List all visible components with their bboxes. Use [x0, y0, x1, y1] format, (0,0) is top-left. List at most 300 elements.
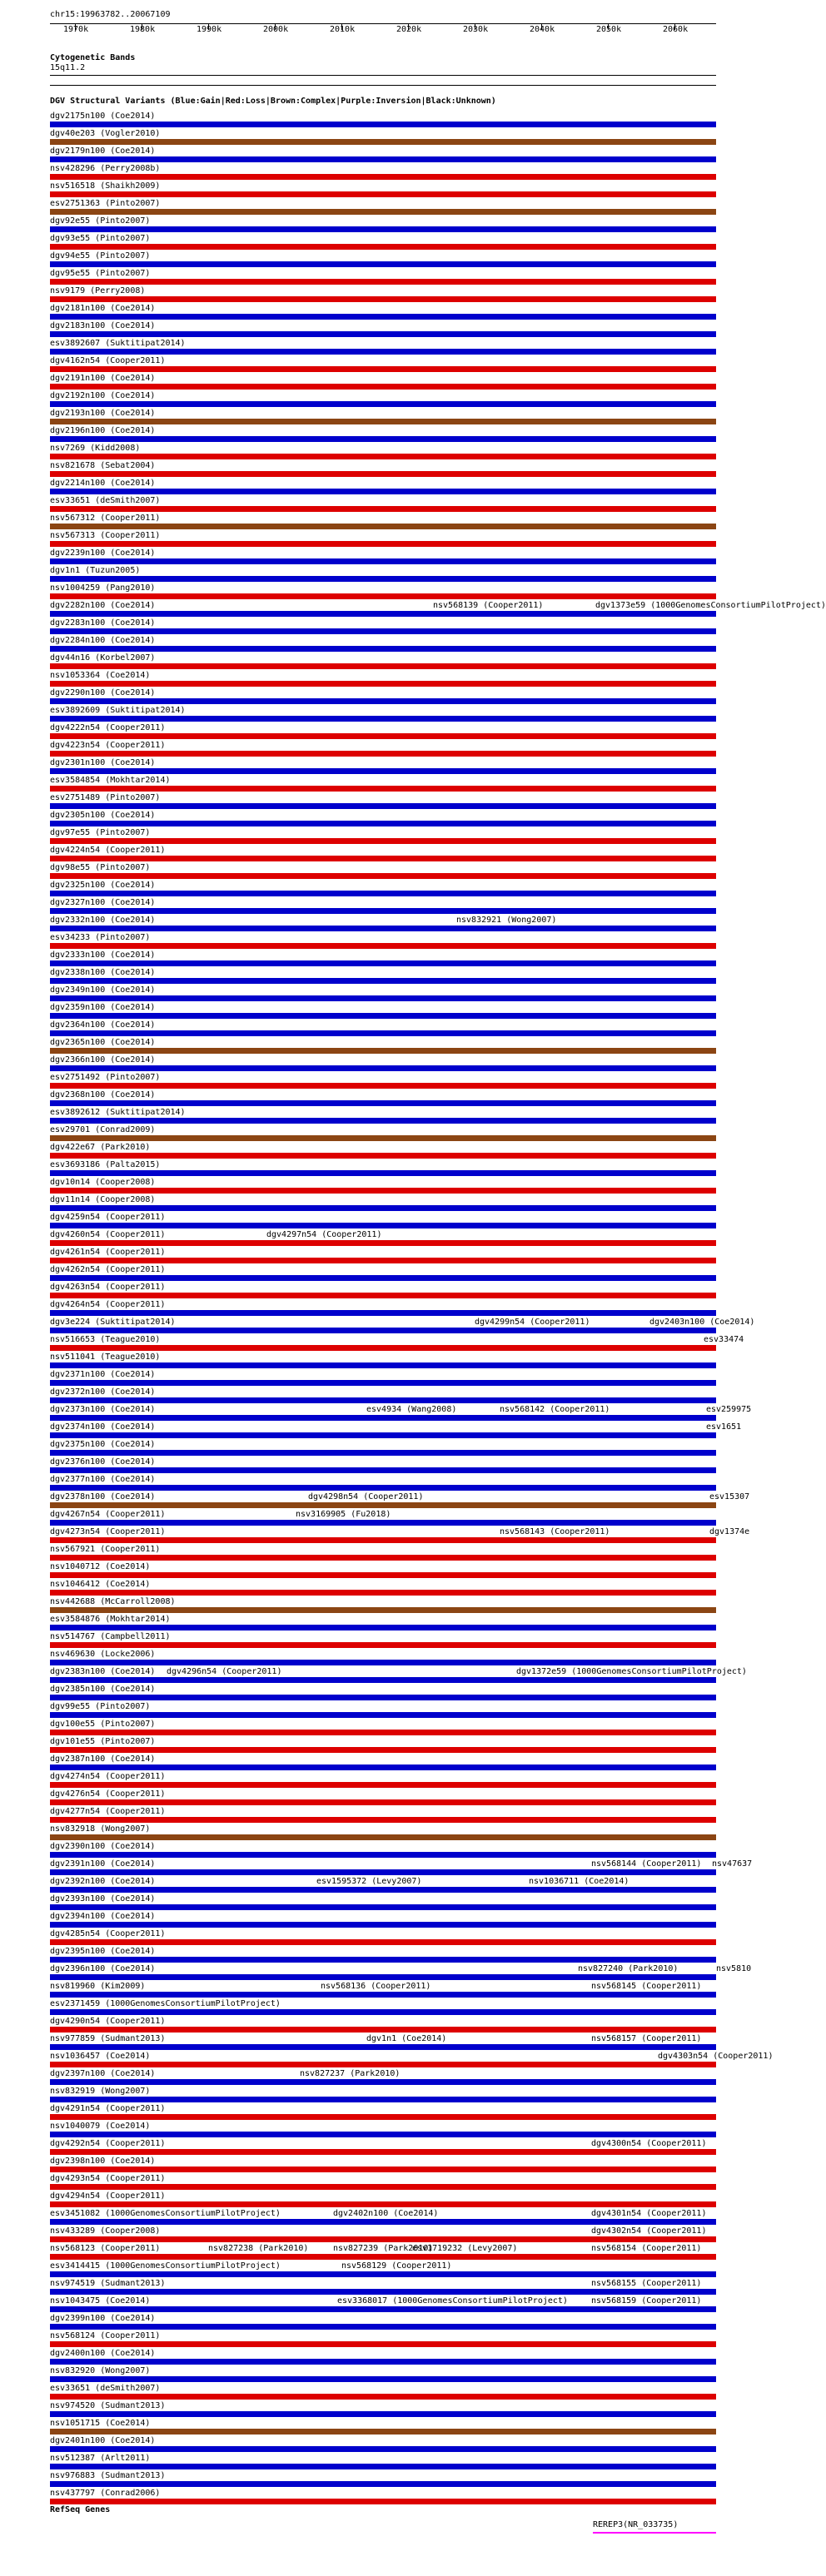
variant-bar[interactable] — [50, 2097, 716, 2102]
variant-bar[interactable] — [50, 786, 716, 792]
variant-label[interactable]: nsv469630 (Locke2006) — [50, 1650, 156, 1659]
variant-label[interactable]: dgv2378n100 (Coe2014) — [50, 1492, 156, 1501]
variant-label[interactable]: dgv2301n100 (Coe2014) — [50, 758, 156, 767]
variant-label[interactable]: dgv2387n100 (Coe2014) — [50, 1755, 156, 1764]
variant-label[interactable]: esv33651 (deSmith2007) — [50, 496, 161, 505]
variant-bar[interactable] — [50, 261, 716, 267]
variant-bar[interactable] — [50, 1345, 716, 1351]
variant-extra-label[interactable]: esv1595372 (Levy2007) — [316, 1877, 422, 1886]
variant-label[interactable]: dgv2239n100 (Coe2014) — [50, 548, 156, 558]
variant-label[interactable]: nsv821678 (Sebat2004) — [50, 461, 156, 470]
variant-label[interactable]: dgv2366n100 (Coe2014) — [50, 1055, 156, 1065]
variant-bar[interactable] — [50, 2376, 716, 2382]
variant-bar[interactable] — [50, 2184, 716, 2190]
variant-label[interactable]: nsv1043475 (Coe2014) — [50, 2296, 151, 2305]
variant-label[interactable]: dgv2371n100 (Coe2014) — [50, 1370, 156, 1379]
variant-bar[interactable] — [50, 436, 716, 442]
variant-bar[interactable] — [50, 908, 716, 914]
variant-label[interactable]: nsv516653 (Teague2010) — [50, 1335, 161, 1344]
variant-extra-label[interactable]: nsv568142 (Cooper2011) — [500, 1405, 610, 1414]
variant-bar[interactable] — [50, 419, 716, 424]
variant-bar[interactable] — [50, 2324, 716, 2330]
variant-label[interactable]: dgv2214n100 (Coe2014) — [50, 479, 156, 488]
variant-label[interactable]: dgv2364n100 (Coe2014) — [50, 1020, 156, 1030]
variant-label[interactable]: dgv4292n54 (Cooper2011) — [50, 2139, 166, 2148]
variant-bar[interactable] — [50, 1922, 716, 1928]
variant-bar[interactable] — [50, 401, 716, 407]
variant-bar[interactable] — [50, 1817, 716, 1823]
variant-label[interactable]: dgv2183n100 (Coe2014) — [50, 321, 156, 330]
variant-bar[interactable] — [50, 856, 716, 861]
variant-bar[interactable] — [50, 1730, 716, 1735]
variant-bar[interactable] — [50, 2236, 716, 2242]
variant-bar[interactable] — [50, 279, 716, 285]
variant-bar[interactable] — [50, 244, 716, 250]
variant-bar[interactable] — [50, 349, 716, 355]
variant-label[interactable]: dgv2191n100 (Coe2014) — [50, 374, 156, 383]
variant-label[interactable]: dgv40e203 (Vogler2010) — [50, 129, 161, 138]
variant-label[interactable]: dgv4290n54 (Cooper2011) — [50, 2017, 166, 2026]
variant-label[interactable]: dgv4222n54 (Cooper2011) — [50, 723, 166, 732]
variant-extra-label[interactable]: nsv568157 (Cooper2011) — [591, 2034, 702, 2043]
variant-bar[interactable] — [50, 1328, 716, 1333]
variant-bar[interactable] — [50, 191, 716, 197]
variant-bar[interactable] — [50, 1293, 716, 1298]
variant-bar[interactable] — [50, 139, 716, 145]
variant-bar[interactable] — [50, 2306, 716, 2312]
variant-label[interactable]: dgv4162n54 (Cooper2011) — [50, 356, 166, 365]
variant-bar[interactable] — [50, 1799, 716, 1805]
variant-bar[interactable] — [50, 1380, 716, 1386]
variant-bar[interactable] — [50, 1048, 716, 1054]
variant-label[interactable]: nsv433289 (Cooper2008) — [50, 2226, 161, 2236]
variant-label[interactable]: esv2751492 (Pinto2007) — [50, 1073, 161, 1082]
variant-extra-label[interactable]: nsv1036711 (Coe2014) — [529, 1877, 629, 1886]
variant-label[interactable]: dgv4277n54 (Cooper2011) — [50, 1807, 166, 1816]
variant-label[interactable]: dgv2349n100 (Coe2014) — [50, 985, 156, 995]
variant-bar[interactable] — [50, 628, 716, 634]
variant-bar[interactable] — [50, 1153, 716, 1159]
variant-label[interactable]: nsv976883 (Sudmant2013) — [50, 2471, 166, 2480]
variant-bar[interactable] — [50, 1065, 716, 1071]
variant-label[interactable]: esv3584854 (Mokhtar2014) — [50, 776, 171, 785]
variant-extra-label[interactable]: nsv568143 (Cooper2011) — [500, 1527, 610, 1536]
variant-bar[interactable] — [50, 891, 716, 896]
variant-label[interactable]: dgv4267n54 (Cooper2011) — [50, 1510, 166, 1519]
variant-label[interactable]: dgv2196n100 (Coe2014) — [50, 426, 156, 435]
variant-bar[interactable] — [50, 1974, 716, 1980]
variant-label[interactable]: dgv4261n54 (Cooper2011) — [50, 1248, 166, 1257]
variant-bar[interactable] — [50, 1677, 716, 1683]
variant-label[interactable]: dgv2325n100 (Coe2014) — [50, 881, 156, 890]
variant-bar[interactable] — [50, 2481, 716, 2487]
variant-bar[interactable] — [50, 156, 716, 162]
variant-extra-label[interactable]: nsv568144 (Cooper2011) — [591, 1859, 702, 1869]
variant-bar[interactable] — [50, 1904, 716, 1910]
variant-extra-label[interactable]: dgv1n1 (Coe2014) — [366, 2034, 447, 2043]
variant-bar[interactable] — [50, 1275, 716, 1281]
variant-extra-label[interactable]: dgv4297n54 (Cooper2011) — [266, 1230, 382, 1239]
variant-label[interactable]: dgv2193n100 (Coe2014) — [50, 409, 156, 418]
variant-bar[interactable] — [50, 2394, 716, 2400]
variant-label[interactable]: nsv974520 (Sudmant2013) — [50, 2401, 166, 2410]
variant-bar[interactable] — [50, 1712, 716, 1718]
variant-label[interactable]: dgv4294n54 (Cooper2011) — [50, 2191, 166, 2201]
variant-bar[interactable] — [50, 209, 716, 215]
variant-bar[interactable] — [50, 1625, 716, 1630]
variant-label[interactable]: nsv512387 (Arlt2011) — [50, 2454, 151, 2463]
variant-bar[interactable] — [50, 2499, 716, 2504]
variant-extra-label[interactable]: esv15307 — [709, 1492, 750, 1501]
variant-bar[interactable] — [50, 541, 716, 547]
variant-bar[interactable] — [50, 1118, 716, 1124]
variant-bar[interactable] — [50, 2254, 716, 2260]
variant-extra-label[interactable]: dgv4300n54 (Cooper2011) — [591, 2139, 707, 2148]
variant-label[interactable]: nsv1004259 (Pang2010) — [50, 583, 156, 593]
variant-bar[interactable] — [50, 2446, 716, 2452]
variant-label[interactable]: dgv4273n54 (Cooper2011) — [50, 1527, 166, 1536]
variant-label[interactable]: nsv567313 (Cooper2011) — [50, 531, 161, 540]
variant-label[interactable]: dgv2283n100 (Coe2014) — [50, 618, 156, 628]
variant-label[interactable]: dgv2327n100 (Coe2014) — [50, 898, 156, 907]
variant-bar[interactable] — [50, 2027, 716, 2033]
variant-bar[interactable] — [50, 1485, 716, 1491]
variant-label[interactable]: nsv514767 (Campbell2011) — [50, 1632, 171, 1641]
variant-label[interactable]: dgv2175n100 (Coe2014) — [50, 112, 156, 121]
variant-bar[interactable] — [50, 978, 716, 984]
variant-extra-label[interactable]: nsv568145 (Cooper2011) — [591, 1982, 702, 1991]
variant-label[interactable]: esv34233 (Pinto2007) — [50, 933, 151, 942]
variant-bar[interactable] — [50, 663, 716, 669]
variant-bar[interactable] — [50, 1083, 716, 1089]
variant-bar[interactable] — [50, 2359, 716, 2365]
variant-bar[interactable] — [50, 838, 716, 844]
variant-extra-label[interactable]: esv259975 — [706, 1405, 752, 1414]
variant-bar[interactable] — [50, 366, 716, 372]
variant-bar[interactable] — [50, 1555, 716, 1561]
variant-label[interactable]: dgv2368n100 (Coe2014) — [50, 1090, 156, 1099]
variant-label[interactable]: esv29701 (Conrad2009) — [50, 1125, 156, 1134]
variant-label[interactable]: nsv516518 (Shaikh2009) — [50, 181, 161, 191]
variant-label[interactable]: dgv2284n100 (Coe2014) — [50, 636, 156, 645]
variant-bar[interactable] — [50, 1258, 716, 1263]
variant-label[interactable]: dgv4276n54 (Cooper2011) — [50, 1789, 166, 1799]
variant-label[interactable]: esv3451082 (1000GenomesConsortiumPilotProject) — [50, 2209, 281, 2218]
variant-extra-label[interactable]: dgv2403n100 (Coe2014) — [649, 1318, 755, 1327]
variant-extra-label[interactable]: nsv568129 (Cooper2011) — [341, 2261, 452, 2271]
variant-label[interactable]: dgv2399n100 (Coe2014) — [50, 2314, 156, 2323]
variant-extra-label[interactable]: nsv827240 (Park2010) — [578, 1964, 679, 1973]
variant-label[interactable]: dgv4274n54 (Cooper2011) — [50, 1772, 166, 1781]
variant-label[interactable]: dgv2338n100 (Coe2014) — [50, 968, 156, 977]
variant-bar[interactable] — [50, 1607, 716, 1613]
variant-label[interactable]: nsv442688 (McCarroll2008) — [50, 1597, 176, 1606]
variant-bar[interactable] — [50, 2411, 716, 2417]
variant-label[interactable]: dgv2393n100 (Coe2014) — [50, 1894, 156, 1903]
variant-label[interactable]: esv2751363 (Pinto2007) — [50, 199, 161, 208]
variant-label[interactable]: esv2371459 (1000GenomesConsortiumPilotProject) — [50, 1999, 281, 2008]
variant-bar[interactable] — [50, 1030, 716, 1036]
variant-label[interactable]: dgv2395n100 (Coe2014) — [50, 1947, 156, 1956]
variant-bar[interactable] — [50, 926, 716, 931]
variant-bar[interactable] — [50, 1013, 716, 1019]
variant-extra-label[interactable]: nsv5810 — [716, 1964, 752, 1973]
variant-bar[interactable] — [50, 1572, 716, 1578]
variant-bar[interactable] — [50, 943, 716, 949]
variant-label[interactable]: esv3693186 (Palta2015) — [50, 1160, 161, 1169]
variant-bar[interactable] — [50, 331, 716, 337]
variant-label[interactable]: dgv94e55 (Pinto2007) — [50, 251, 151, 261]
variant-bar[interactable] — [50, 681, 716, 687]
variant-bar[interactable] — [50, 1100, 716, 1106]
variant-label[interactable]: dgv2305n100 (Coe2014) — [50, 811, 156, 820]
refseq-gene-label[interactable]: REREP3(NR_033735) — [593, 2520, 679, 2529]
variant-label[interactable]: dgv4285n54 (Cooper2011) — [50, 1929, 166, 1938]
variant-extra-label[interactable]: nsv832921 (Wong2007) — [456, 916, 557, 925]
variant-bar[interactable] — [50, 174, 716, 180]
variant-bar[interactable] — [50, 1520, 716, 1526]
variant-extra-label[interactable]: esv4934 (Wang2008) — [366, 1405, 457, 1414]
variant-extra-label[interactable]: dgv4299n54 (Cooper2011) — [475, 1318, 590, 1327]
variant-bar[interactable] — [50, 751, 716, 757]
variant-bar[interactable] — [50, 122, 716, 127]
variant-label[interactable]: dgv2333n100 (Coe2014) — [50, 950, 156, 960]
variant-extra-label[interactable]: dgv1374e — [709, 1527, 750, 1536]
variant-label[interactable]: nsv568124 (Cooper2011) — [50, 2331, 161, 2340]
variant-bar[interactable] — [50, 646, 716, 652]
variant-bar[interactable] — [50, 314, 716, 320]
variant-label[interactable]: dgv44n16 (Korbel2007) — [50, 653, 156, 663]
variant-extra-label[interactable]: dgv4301n54 (Cooper2011) — [591, 2209, 707, 2218]
variant-bar[interactable] — [50, 1188, 716, 1194]
variant-bar[interactable] — [50, 716, 716, 722]
variant-bar[interactable] — [50, 2149, 716, 2155]
variant-label[interactable]: dgv3e224 (Suktitipat2014) — [50, 1318, 176, 1327]
variant-extra-label[interactable]: dgv1373e59 (1000GenomesConsortiumPilotProject) — [595, 601, 826, 610]
variant-bar[interactable] — [50, 768, 716, 774]
variant-label[interactable]: dgv2401n100 (Coe2014) — [50, 2436, 156, 2445]
variant-bar[interactable] — [50, 558, 716, 564]
variant-label[interactable]: dgv1n1 (Tuzun2005) — [50, 566, 141, 575]
variant-label[interactable]: dgv2372n100 (Coe2014) — [50, 1387, 156, 1397]
variant-bar[interactable] — [50, 2044, 716, 2050]
variant-bar[interactable] — [50, 1135, 716, 1141]
variant-bar[interactable] — [50, 611, 716, 617]
variant-label[interactable]: nsv567921 (Cooper2011) — [50, 1545, 161, 1554]
variant-extra-label[interactable]: esv3368017 (1000GenomesConsortiumPilotProject) — [337, 2296, 568, 2305]
variant-bar[interactable] — [50, 2114, 716, 2120]
variant-bar[interactable] — [50, 1450, 716, 1456]
variant-bar[interactable] — [50, 1415, 716, 1421]
variant-bar[interactable] — [50, 2167, 716, 2172]
variant-label[interactable]: nsv428296 (Perry2008b) — [50, 164, 161, 173]
variant-extra-label[interactable]: dgv4302n54 (Cooper2011) — [591, 2226, 707, 2236]
variant-bar[interactable] — [50, 821, 716, 826]
variant-label[interactable]: dgv422e67 (Park2010) — [50, 1143, 151, 1152]
variant-label[interactable]: nsv1051715 (Coe2014) — [50, 2419, 151, 2428]
variant-bar[interactable] — [50, 1957, 716, 1963]
variant-label[interactable]: nsv1053364 (Coe2014) — [50, 671, 151, 680]
variant-label[interactable]: esv3892612 (Suktitipat2014) — [50, 1108, 186, 1117]
variant-bar[interactable] — [50, 2132, 716, 2137]
variant-label[interactable]: dgv2179n100 (Coe2014) — [50, 146, 156, 156]
variant-bar[interactable] — [50, 733, 716, 739]
variant-bar[interactable] — [50, 506, 716, 512]
variant-bar[interactable] — [50, 524, 716, 529]
variant-bar[interactable] — [50, 995, 716, 1001]
variant-extra-label[interactable]: nsv568154 (Cooper2011) — [591, 2244, 702, 2253]
variant-bar[interactable] — [50, 2289, 716, 2295]
variant-extra-label[interactable]: nsv3169905 (Fu2018) — [296, 1510, 391, 1519]
variant-bar[interactable] — [50, 1590, 716, 1596]
variant-bar[interactable] — [50, 1223, 716, 1228]
variant-label[interactable]: dgv2383n100 (Coe2014) — [50, 1667, 156, 1676]
variant-bar[interactable] — [50, 1502, 716, 1508]
variant-label[interactable]: dgv2396n100 (Coe2014) — [50, 1964, 156, 1973]
variant-label[interactable]: dgv98e55 (Pinto2007) — [50, 863, 151, 872]
variant-label[interactable]: dgv4293n54 (Cooper2011) — [50, 2174, 166, 2183]
variant-label[interactable]: dgv97e55 (Pinto2007) — [50, 828, 151, 837]
variant-label[interactable]: nsv511041 (Teague2010) — [50, 1353, 161, 1362]
variant-bar[interactable] — [50, 1992, 716, 1998]
variant-extra-label[interactable]: nsv47637 — [712, 1859, 753, 1869]
variant-extra-label[interactable]: nsv568155 (Cooper2011) — [591, 2279, 702, 2288]
variant-label[interactable]: nsv832920 (Wong2007) — [50, 2366, 151, 2375]
variant-label[interactable]: dgv2385n100 (Coe2014) — [50, 1685, 156, 1694]
variant-label[interactable]: nsv437797 (Conrad2006) — [50, 2489, 161, 2498]
variant-label[interactable]: nsv1046412 (Coe2014) — [50, 1580, 151, 1589]
variant-label[interactable]: nsv832919 (Wong2007) — [50, 2087, 151, 2096]
variant-label[interactable]: esv3892609 (Suktitipat2014) — [50, 706, 186, 715]
variant-label[interactable]: esv2751489 (Pinto2007) — [50, 793, 161, 802]
variant-bar[interactable] — [50, 1782, 716, 1788]
variant-label[interactable]: esv3892607 (Suktitipat2014) — [50, 339, 186, 348]
variant-label[interactable]: dgv2390n100 (Coe2014) — [50, 1842, 156, 1851]
variant-label[interactable]: nsv1040712 (Coe2014) — [50, 1562, 151, 1571]
variant-bar[interactable] — [50, 489, 716, 494]
variant-label[interactable]: nsv832918 (Wong2007) — [50, 1824, 151, 1834]
variant-bar[interactable] — [50, 1869, 716, 1875]
variant-extra-label[interactable]: dgv1372e59 (1000GenomesConsortiumPilotProject) — [516, 1667, 747, 1676]
variant-extra-label[interactable]: dgv4303n54 (Cooper2011) — [658, 2052, 774, 2061]
variant-label[interactable]: dgv2375n100 (Coe2014) — [50, 1440, 156, 1449]
variant-label[interactable]: dgv2373n100 (Coe2014) — [50, 1405, 156, 1414]
variant-bar[interactable] — [50, 1467, 716, 1473]
variant-bar[interactable] — [50, 1834, 716, 1840]
variant-label[interactable]: nsv568123 (Cooper2011) — [50, 2244, 161, 2253]
variant-label[interactable]: dgv2181n100 (Coe2014) — [50, 304, 156, 313]
variant-extra-label[interactable]: esv1719232 (Levy2007) — [412, 2244, 518, 2253]
variant-bar[interactable] — [50, 2341, 716, 2347]
variant-bar[interactable] — [50, 2271, 716, 2277]
variant-label[interactable]: dgv4223n54 (Cooper2011) — [50, 741, 166, 750]
variant-extra-label[interactable]: nsv827238 (Park2010) — [208, 2244, 309, 2253]
variant-bar[interactable] — [50, 2009, 716, 2015]
variant-extra-label[interactable]: nsv568139 (Cooper2011) — [433, 601, 544, 610]
variant-bar[interactable] — [50, 2079, 716, 2085]
variant-bar[interactable] — [50, 1764, 716, 1770]
variant-bar[interactable] — [50, 698, 716, 704]
variant-label[interactable]: dgv2192n100 (Coe2014) — [50, 391, 156, 400]
variant-label[interactable]: nsv9179 (Perry2008) — [50, 286, 146, 295]
variant-bar[interactable] — [50, 873, 716, 879]
variant-label[interactable]: dgv2359n100 (Coe2014) — [50, 1003, 156, 1012]
variant-label[interactable]: dgv4262n54 (Cooper2011) — [50, 1265, 166, 1274]
variant-bar[interactable] — [50, 226, 716, 232]
variant-label[interactable]: nsv7269 (Kidd2008) — [50, 444, 141, 453]
variant-label[interactable]: esv3414415 (1000GenomesConsortiumPilotProject) — [50, 2261, 281, 2271]
variant-label[interactable]: nsv567312 (Cooper2011) — [50, 514, 161, 523]
variant-label[interactable]: esv3584876 (Mokhtar2014) — [50, 1615, 171, 1624]
variant-bar[interactable] — [50, 2201, 716, 2207]
variant-label[interactable]: dgv2374n100 (Coe2014) — [50, 1422, 156, 1432]
variant-extra-label[interactable]: esv33474 — [704, 1335, 744, 1344]
variant-label[interactable]: dgv2392n100 (Coe2014) — [50, 1877, 156, 1886]
variant-label[interactable]: dgv2282n100 (Coe2014) — [50, 601, 156, 610]
variant-label[interactable]: dgv2365n100 (Coe2014) — [50, 1038, 156, 1047]
variant-label[interactable]: nsv819960 (Kim2009) — [50, 1982, 146, 1991]
variant-label[interactable]: nsv1040079 (Coe2014) — [50, 2122, 151, 2131]
variant-label[interactable]: dgv101e55 (Pinto2007) — [50, 1737, 156, 1746]
variant-label[interactable]: dgv4259n54 (Cooper2011) — [50, 1213, 166, 1222]
variant-label[interactable]: dgv4263n54 (Cooper2011) — [50, 1283, 166, 1292]
variant-bar[interactable] — [50, 384, 716, 390]
variant-bar[interactable] — [50, 1660, 716, 1665]
variant-bar[interactable] — [50, 2219, 716, 2225]
variant-label[interactable]: dgv10n14 (Cooper2008) — [50, 1178, 156, 1187]
variant-label[interactable]: dgv4264n54 (Cooper2011) — [50, 1300, 166, 1309]
variant-extra-label[interactable]: nsv568136 (Cooper2011) — [321, 1982, 431, 1991]
variant-label[interactable]: dgv93e55 (Pinto2007) — [50, 234, 151, 243]
variant-extra-label[interactable]: esv1651 — [706, 1422, 742, 1432]
variant-label[interactable]: dgv4291n54 (Cooper2011) — [50, 2104, 166, 2113]
variant-extra-label[interactable]: nsv568159 (Cooper2011) — [591, 2296, 702, 2305]
variant-extra-label[interactable]: nsv827237 (Park2010) — [300, 2069, 401, 2078]
variant-bar[interactable] — [50, 1310, 716, 1316]
variant-label[interactable]: dgv2400n100 (Coe2014) — [50, 2349, 156, 2358]
variant-label[interactable]: dgv2377n100 (Coe2014) — [50, 1475, 156, 1484]
variant-bar[interactable] — [50, 296, 716, 302]
variant-bar[interactable] — [50, 1362, 716, 1368]
variant-bar[interactable] — [50, 454, 716, 459]
variant-bar[interactable] — [50, 593, 716, 599]
variant-bar[interactable] — [50, 1205, 716, 1211]
variant-label[interactable]: dgv2290n100 (Coe2014) — [50, 688, 156, 697]
variant-bar[interactable] — [50, 960, 716, 966]
variant-bar[interactable] — [50, 1747, 716, 1753]
variant-label[interactable]: dgv2376n100 (Coe2014) — [50, 1457, 156, 1467]
variant-extra-label[interactable]: nsv827239 (Park2010) — [333, 2244, 434, 2253]
variant-bar[interactable] — [50, 803, 716, 809]
variant-label[interactable]: dgv2397n100 (Coe2014) — [50, 2069, 156, 2078]
variant-label[interactable]: dgv4224n54 (Cooper2011) — [50, 846, 166, 855]
variant-label[interactable]: dgv2332n100 (Coe2014) — [50, 916, 156, 925]
variant-bar[interactable] — [50, 1240, 716, 1246]
variant-bar[interactable] — [50, 471, 716, 477]
variant-bar[interactable] — [50, 2429, 716, 2435]
variant-bar[interactable] — [50, 1939, 716, 1945]
variant-extra-label[interactable]: dgv4296n54 (Cooper2011) — [167, 1667, 282, 1676]
variant-bar[interactable] — [50, 1852, 716, 1858]
variant-bar[interactable] — [50, 1887, 716, 1893]
variant-label[interactable]: dgv92e55 (Pinto2007) — [50, 216, 151, 226]
variant-bar[interactable] — [50, 2464, 716, 2469]
variant-bar[interactable] — [50, 1170, 716, 1176]
variant-bar[interactable] — [50, 1397, 716, 1403]
variant-label[interactable]: esv33651 (deSmith2007) — [50, 2384, 161, 2393]
variant-label[interactable]: dgv100e55 (Pinto2007) — [50, 1720, 156, 1729]
refseq-gene-bar[interactable] — [593, 2532, 716, 2534]
